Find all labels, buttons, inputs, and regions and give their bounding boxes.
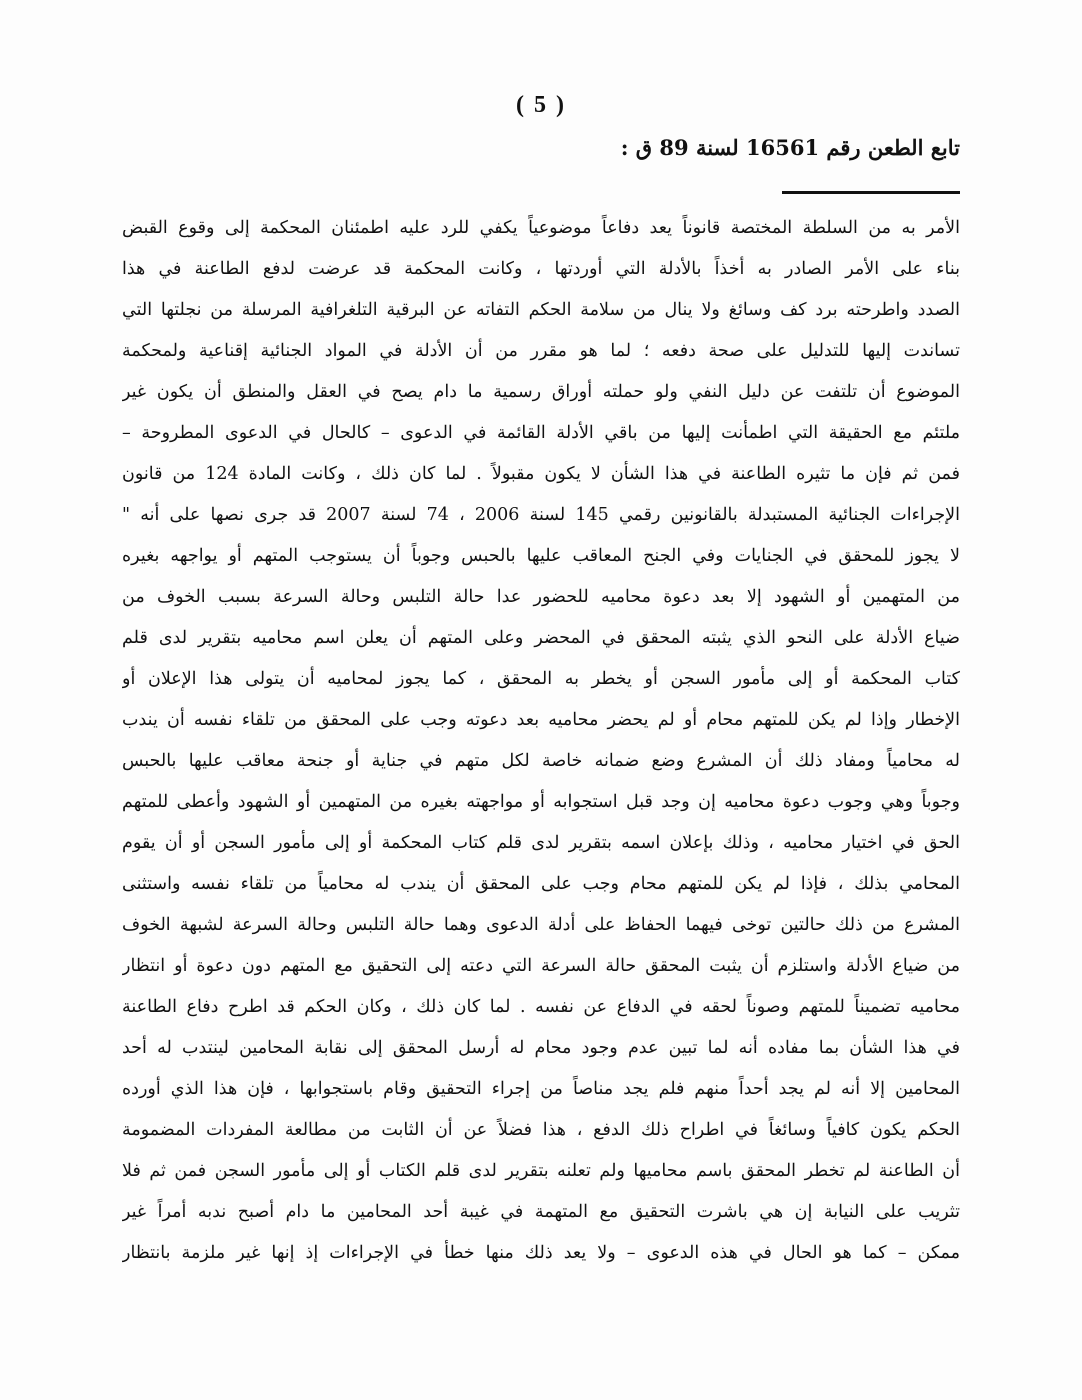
body-line: الحكم يكون كافياً وسائغاً في اطراح ذلك الدفع ، هذا فضلاً عن أن الثابت من مطالعة المفردات المضمومة [122,1120,960,1140]
body-line: في هذا الشأن بما مفاده أنه لما تبين عدم وجود محام له أرسل المحقق إلى نقابة المحامين لينتدب له أحد [122,1038,960,1058]
body-line: وجوباً وهي وجوب دعوة محاميه إن وجد قبل استجوابه أو مواجهته بغيره من المتهمين أو الشهود وأعطى للمتهم [122,792,960,812]
body-text [122,208,960,1274]
body-line: الموضوع أن تلتفت عن دليل النفي ولو حملته أوراق رسمية ما دام يصح في العقل والمنطق أن يكون غير [122,382,960,402]
body-line: الصدد واطرحته برد كف وسائغ ولا ينال من سلامة الحكم التفاته عن البرقية التلغرافية المرسلة من نجلتها التي [122,300,960,320]
body-line: من المتهمين أو الشهود إلا بعد دعوة محاميه للحضور عدا حالة التلبس وحالة السرعة بسبب الخوف من [122,587,960,607]
body-line: تساندت إليها للتدليل على صحة دفعه ؛ لما هو مقرر من أن الأدلة في المواد الجنائية إقناعية ولمحكمة [122,341,960,361]
body-line: لا يجوز للمحقق في الجنايات وفي الجنح المعاقب عليها بالحبس وجوباً أن يستوجب المتهم أو يواجهه بغيره [122,546,960,566]
body-line: الحق في اختيار محاميه ، وذلك بإعلان اسمه بتقرير لدى قلم كتاب المحكمة أو إلى مأمور السجن أو أن يقوم [122,833,960,853]
body-line: الإخطار وإذا لم يكن للمتهم محام أو لم يحضر محاميه بعد دعوته وجب على المحقق من تلقاء نفسه أن يندب [122,710,960,730]
body-line: كتاب المحكمة أو إلى مأمور السجن أو يخطر به المحقق ، كما يجوز لمحاميه أن يتولى هذا الإعلان أو [122,669,960,689]
header-divider [782,191,960,194]
page-number: ( 5 ) [516,92,566,118]
body-line: تثريب على النيابة إن هي باشرت التحقيق مع المتهمة في غيبة أحد المحامين ما دام أصبح ندبه أمراً غير [122,1202,960,1222]
body-line: محاميه تضميناً للمتهم وصوناً لحقه في الدفاع عن نفسه . لما كان ذلك ، وكان الحكم قد اطرح دفاع الطاعنة [122,997,960,1017]
body-line: من ضياع الأدلة واستلزم أن يثبت المحقق حالة السرعة التي دعته إلى التحقيق مع المتهم دون دعوة أو انتظار [122,956,960,976]
body-line: ضياع الأدلة على النحو الذي يثبته المحقق في المحضر وعلى المتهم أن يعلن اسم محاميه بتقرير لدى قلم [122,628,960,648]
body-line: بناء على الأمر الصادر به أخذاً بالأدلة التي أوردتها ، وكانت المحكمة قد عرضت لدفع الطاعنة في هذا [122,259,960,279]
body-line: المحامي بذلك ، فإذا لم يكن للمتهم محام وجب على المحقق أن يندب له محامياً من تلقاء نفسه واستثنى [122,874,960,894]
body-line: المحامين إلا أنه لم يجد أحداً منهم فلم يجد مناصاً من إجراء التحقيق وقام باستجوابها ، فإن هذا الذي أورده [122,1079,960,1099]
body-line: أن الطاعنة لم تخطر المحقق باسم محاميها ولم تعلنه بتقرير لدى قلم الكتاب أو إلى مأمور السجن فمن ثم فلا [122,1161,960,1181]
body-line: الأمر به من السلطة المختصة قانوناً يعد دفاعاً موضوعياً يكفي للرد عليه اطمئنان المحكمة إلى وقوع القبض [122,218,960,238]
body-line: فمن ثم فإن ما تثيره الطاعنة في هذا الشأن لا يكون مقبولاً . لما كان ذلك ، وكانت المادة 124 من قانون [122,464,960,484]
body-line: له محامياً ومفاد ذلك أن المشرع وضع ضمانه خاصة لكل متهم في جناية أو جنحة معاقب عليها بالحبس [122,751,960,771]
body-line: ممكن – كما هو الحال في هذه الدعوى – ولا يعد ذلك منها خطأ في الإجراءات إذ إنها غير ملزمة بانتظار [122,1243,960,1263]
body-line: المشرع من ذلك حالتين توخى فيهما الحفاظ على أدلة الدعوى وهما حالة التلبس وحالة السرعة لشبهة الخوف [122,915,960,935]
body-line: الإجراءات الجنائية المستبدلة بالقانونين رقمي 145 لسنة 2006 ، 74 لسنة 2007 قد جرى نصها على أنه " [122,505,960,525]
body-line: ملتئم مع الحقيقة التي اطمأنت إليها من باقي الأدلة القائمة في الدعوى – كالحال في الدعوى المطروحة – [122,423,960,443]
case-header: تابع الطعن رقم 16561 لسنة 89 ق : [620,135,960,160]
